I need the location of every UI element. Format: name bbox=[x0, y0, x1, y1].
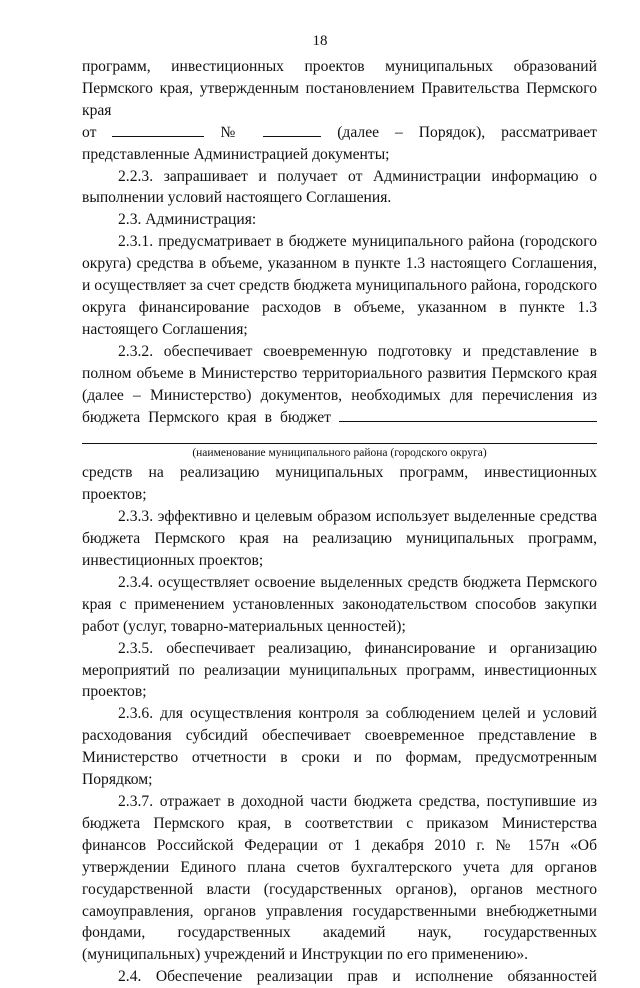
paragraph-2-3: 2.3. Администрация: bbox=[118, 211, 257, 229]
page-number: 18 bbox=[312, 33, 328, 49]
date-prefix: от bbox=[82, 123, 97, 141]
paragraph-2-3-1: 2.3.1. предусматривает в бюджете муниципального района (городского округа) средства в объеме, указанном в пункте 1.3 настоящего Соглашения, и осуществляет за счет средств бюджета муниципального района, городского округа финансирование расходов в объеме, указанном в пункте 1.3 настоящего Соглашения; bbox=[82, 233, 597, 338]
document-body bbox=[82, 56, 597, 988]
paragraph-1b-text: (далее – Порядок), рассматривает представленные Администрацией документы; bbox=[82, 123, 597, 163]
date-blank bbox=[112, 122, 204, 137]
paragraph-2-3-2-text: 2.3.2. обеспечивает своевременную подготовку и представление в полном объеме в Министерство территориального развития Пермского края (далее – Министерство) документов, необходимых для перечисления из бюджета Пермского края в бюджет bbox=[82, 342, 597, 426]
paragraph-2-3-4: 2.3.4. осуществляет освоение выделенных средств бюджета Пермского края с применением установленных законодательством способов закупки работ (услуг, товарно-материальных ценностей); bbox=[82, 573, 597, 635]
paragraph-1b bbox=[82, 122, 597, 166]
municipality-blank-line bbox=[82, 428, 597, 450]
paragraph-2-2-3: 2.2.3. запрашивает и получает от Администрации информацию о выполнении условий настоящего Соглашения. bbox=[82, 167, 597, 207]
paragraph-2-4: 2.4. Обеспечение реализации прав и исполнение обязанностей bbox=[118, 968, 597, 986]
paragraph-2-3-5: 2.3.5. обеспечивает реализацию, финансирование и организацию мероприятий по реализации муниципальных программ, инвестиционных проектов; bbox=[82, 639, 597, 701]
paragraph-2-3-3: 2.3.3. эффективно и целевым образом использует выделенные средства бюджета Пермского края на реализацию муниципальных программ, инвестиционных проектов; bbox=[82, 508, 597, 570]
municipality-caption: (наименование муниципального района (городского округа) bbox=[192, 447, 487, 460]
number-sign: № bbox=[220, 123, 248, 141]
paragraph-1: программ, инвестиционных проектов муниципальных образований Пермского края, утвержденным постановлением Правительства Пермского края bbox=[82, 58, 597, 119]
paragraph-2-3-2-cont: средств на реализацию муниципальных программ, инвестиционных проектов; bbox=[82, 464, 597, 504]
budget-blank bbox=[339, 407, 597, 422]
paragraph-2-3-2 bbox=[82, 341, 597, 429]
paragraph-2-3-6: 2.3.6. для осуществления контроля за соблюдением целей и условий расходования субсидий обеспечивает своевременное представление в Министерство отчетности в сроки и по формам, предусмотренным Порядком; bbox=[82, 705, 597, 789]
number-blank bbox=[263, 122, 321, 137]
paragraph-2-3-7: 2.3.7. отражает в доходной части бюджета средства, поступившие из бюджета Пермского края, в соответствии с приказом Министерства финансов Российской Федерации от 1 декабря 2010 г. № 157н «Об утверждении Единого плана счетов бухгалтерского учета для органов государственной власти (государственных органов), органов местного самоуправления, органов управления государственными внебюджетными фондами, государственных академий наук, государственных (муниципальных) учреждений и Инструкции по его применению». bbox=[82, 793, 597, 964]
